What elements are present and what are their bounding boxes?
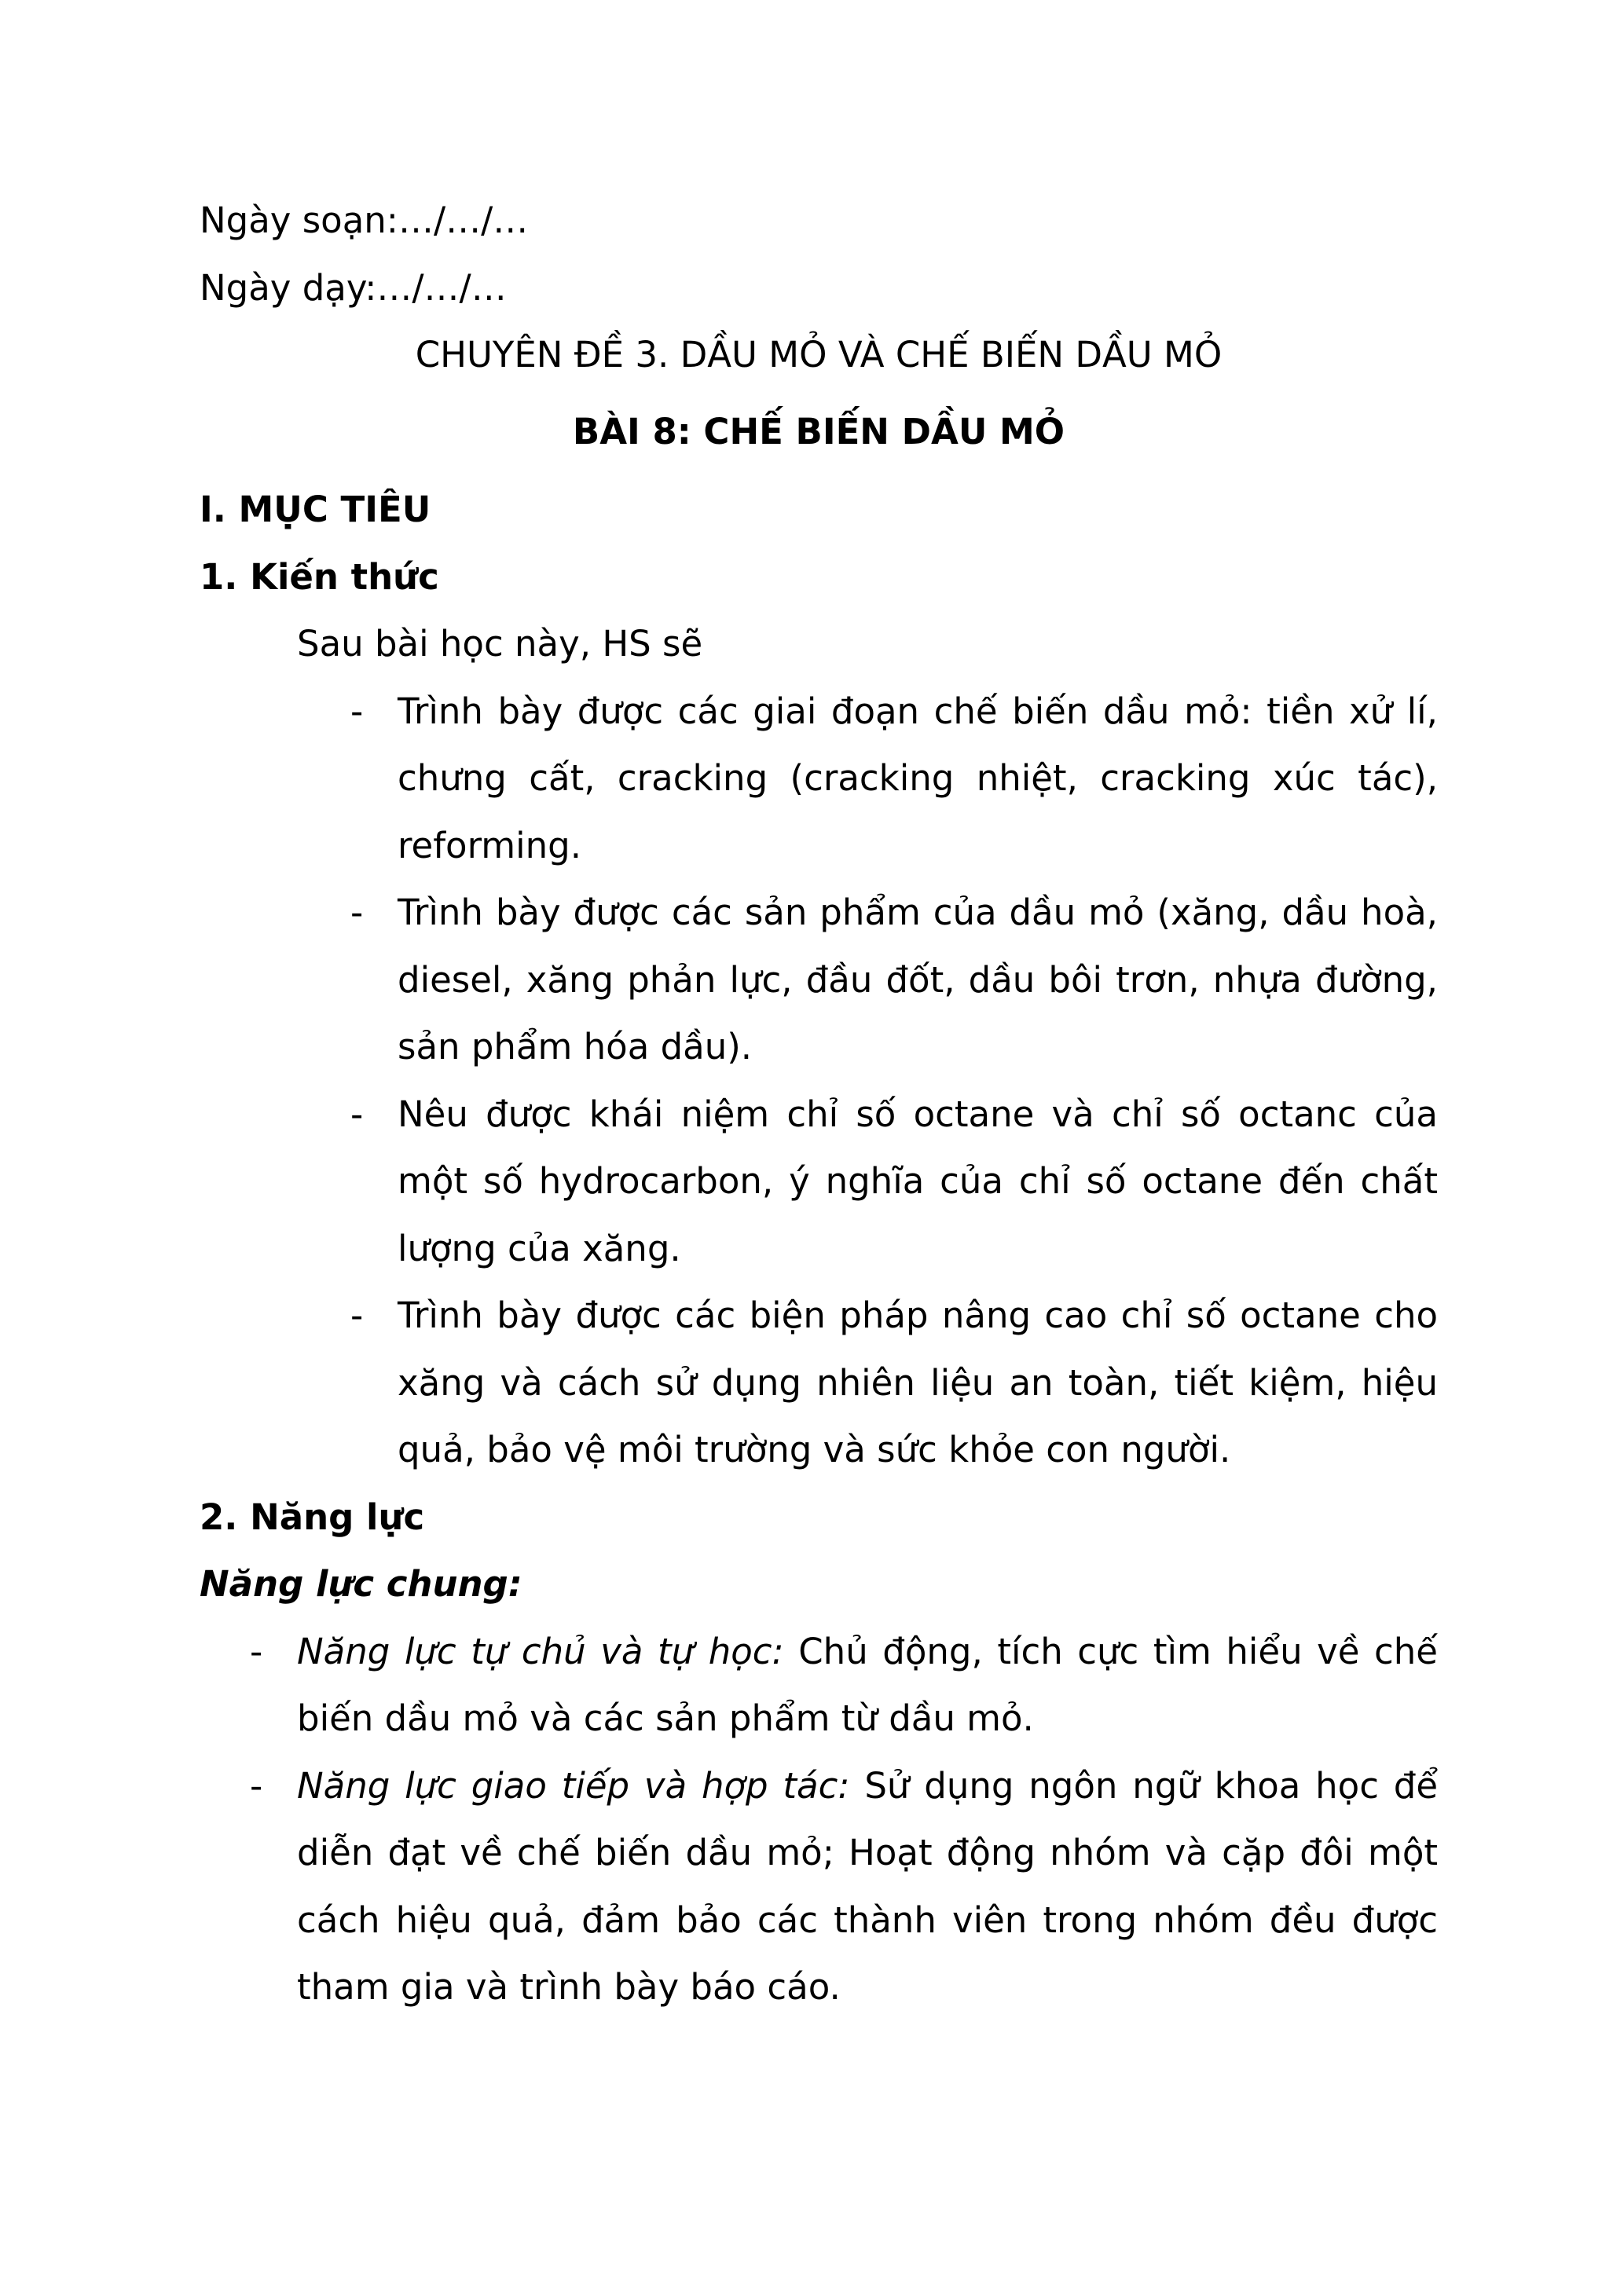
knowledge-item-text: Nêu được khái niệm chỉ số octane và chỉ số octanc của một số hydrocarbon, ý nghĩa của chỉ số octane đến chất lượng của xăng. <box>398 1093 1438 1269</box>
bullet-dash: - <box>350 892 364 933</box>
date-taught: Ngày dạy:…/…/… <box>200 266 507 309</box>
bullet-dash: - <box>350 690 364 732</box>
document-page <box>200 187 1438 2021</box>
bullet-dash: - <box>350 1093 364 1135</box>
subheading-competence: 2. Năng lực <box>200 1496 425 1538</box>
date-prepared: Ngày soạn:…/…/… <box>200 200 529 241</box>
knowledge-item <box>200 1081 1438 1283</box>
subheading-knowledge: 1. Kiến thức <box>200 555 439 598</box>
knowledge-item <box>200 879 1438 1081</box>
competence-label: Năng lực tự chủ và tự học: <box>297 1630 784 1672</box>
competence-text: Chủ động, tích cực tìm hiểu về chế biến dầu mỏ và các sản phẩm từ dầu mỏ. <box>297 1630 1438 1739</box>
bullet-dash: - <box>350 1294 364 1336</box>
knowledge-item <box>200 678 1438 880</box>
competence-label: Năng lực giao tiếp và hợp tác: <box>297 1764 850 1807</box>
knowledge-item-text: Trình bày được các biện pháp nâng cao chỉ số octane cho xăng và cách sử dụng nhiên liệu an toàn, tiết kiệm, hiệu quả, bảo vệ môi trường và sức khỏe con người. <box>398 1294 1438 1470</box>
general-competence-heading: Năng lực chung: <box>200 1563 522 1605</box>
section-heading-objectives: I. MỤC TIÊU <box>200 489 431 530</box>
competence-item <box>200 1618 1438 1752</box>
competence-text: Sử dụng ngôn ngữ khoa học để diễn đạt về chế biến dầu mỏ; Hoạt động nhóm và cặp đôi một cách hiệu quả, đảm bảo các thành viên trong nhóm đều được tham gia và trình bày báo cáo. <box>297 1764 1438 2008</box>
lesson-title: BÀI 8: CHẾ BIẾN DẦU MỎ <box>572 410 1065 452</box>
competence-item <box>200 1752 1438 2021</box>
bullet-dash: - <box>250 1764 263 1807</box>
knowledge-intro: Sau bài học này, HS sẽ <box>297 623 703 665</box>
knowledge-item <box>200 1282 1438 1484</box>
knowledge-item-text: Trình bày được các giai đoạn chế biến dầu mỏ: tiền xử lí, chưng cất, cracking (cracking nhiệt, cracking xúc tác), reforming. <box>398 690 1438 866</box>
bullet-dash: - <box>250 1630 263 1672</box>
topic-title: CHUYÊN ĐỀ 3. DẦU MỎ VÀ CHẾ BIẾN DẦU MỎ <box>415 334 1223 375</box>
knowledge-item-text: Trình bày được các sản phẩm của dầu mỏ (xăng, dầu hoà, diesel, xăng phản lực, đầu đốt, dầu bôi trơn, nhựa đường, sản phẩm hóa dầu). <box>398 892 1438 1067</box>
